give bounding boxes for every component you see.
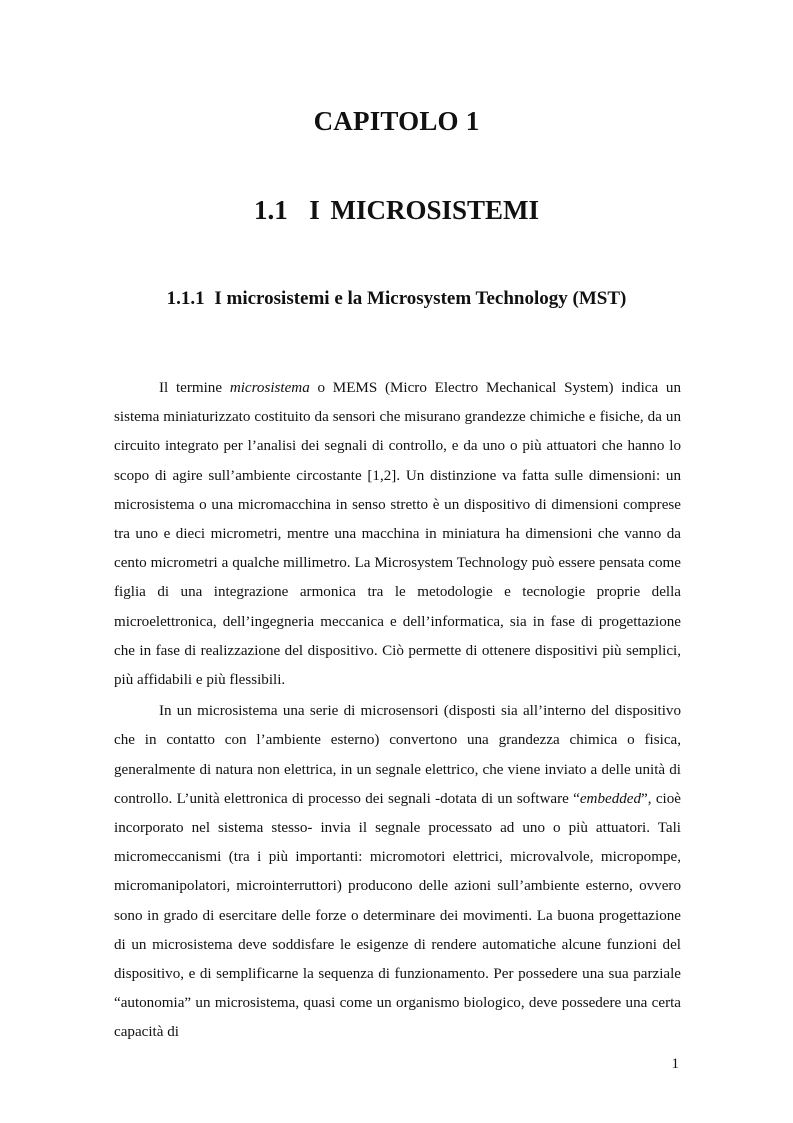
paragraph-2-italic-term: embedded [579, 790, 642, 807]
paragraph-2 [114, 697, 681, 1047]
page-number: 1 [671, 1056, 679, 1072]
chapter-title: CAPITOLO 1 [313, 106, 480, 136]
paragraph-1-text-end: o MEMS (Micro Electro Mechanical System) indica un sistema miniaturizzato costituito da sensori che misurano grandezze chimiche e fisiche, da un circuito integrato per l’analisi dei segnali di controllo, e da uno o più attuatori che hanno lo scopo di agire sull’ambiente circostante [1,2]. Un distinzione va fatta sulle dimensioni: un microsistema o una micromacchina in senso stretto è un dispositivo di dimensioni comprese tra uno e dieci micrometri, mentre una macchina in miniatura ha dimensioni che vanno da cento micrometri a qualche millimetro. La Microsystem Technology può essere pensata come figlia di una integrazione armonica tra le metodologie e tecnologie proprie della microelettronica, dell’ingegneria meccanica e dell’informatica, sia in fase di progettazione che in fase di realizzazione del dispositivo. Ciò permette di ottenere dispositivi più semplici, più affidabili e più flessibili. [114, 380, 682, 689]
paragraph-1-italic-term: microsistema [229, 380, 310, 396]
paragraph-2-text-end: ”, cioè incorporato nel sistema stesso- invia il segnale processato ad uno o più attuatori. Tali micromeccanismi (tra i più importanti: micromotori elettrici, microvalvole, micropompe, micromanipolatori, microinterruttori) producono delle azioni sull’ambiente esterno, ovvero sono in grado di esercitare delle forze o determinare dei movimenti. La buona progettazione di un microsistema deve soddisfare le esigenze di rendere automatiche alcune funzioni del dispositivo, e di semplificarne la sequenza di funzionamento. Per possedere una sua parziale “autonomia” un microsistema, quasi come un organismo biologico, deve possedere una certa capacità di [114, 790, 681, 1041]
body-text [114, 374, 681, 1048]
subsection-title-text: I microsistemi e la Microsystem Technology (MST) [214, 288, 627, 309]
section-title: 1.1 I MICROSISTEMI [253, 195, 540, 225]
subsection-title [0, 286, 793, 312]
paragraph-1-text-start: Il termine [159, 380, 230, 396]
subsection-number: 1.1.1 [166, 288, 205, 309]
paragraph-1 [114, 374, 681, 695]
paragraph-2-text-start: In un microsistema una serie di microsensori (disposti sia all’interno del dispositivo che in contatto con l’ambiente esterno) convertono una grandezza chimica o fisica, generalmente di natura non elettrica, in un segnale elettrico, che viene inviato a delle unità di controllo. L’unità elettronica di processo dei segnali -dotata di un software “ [114, 703, 681, 807]
